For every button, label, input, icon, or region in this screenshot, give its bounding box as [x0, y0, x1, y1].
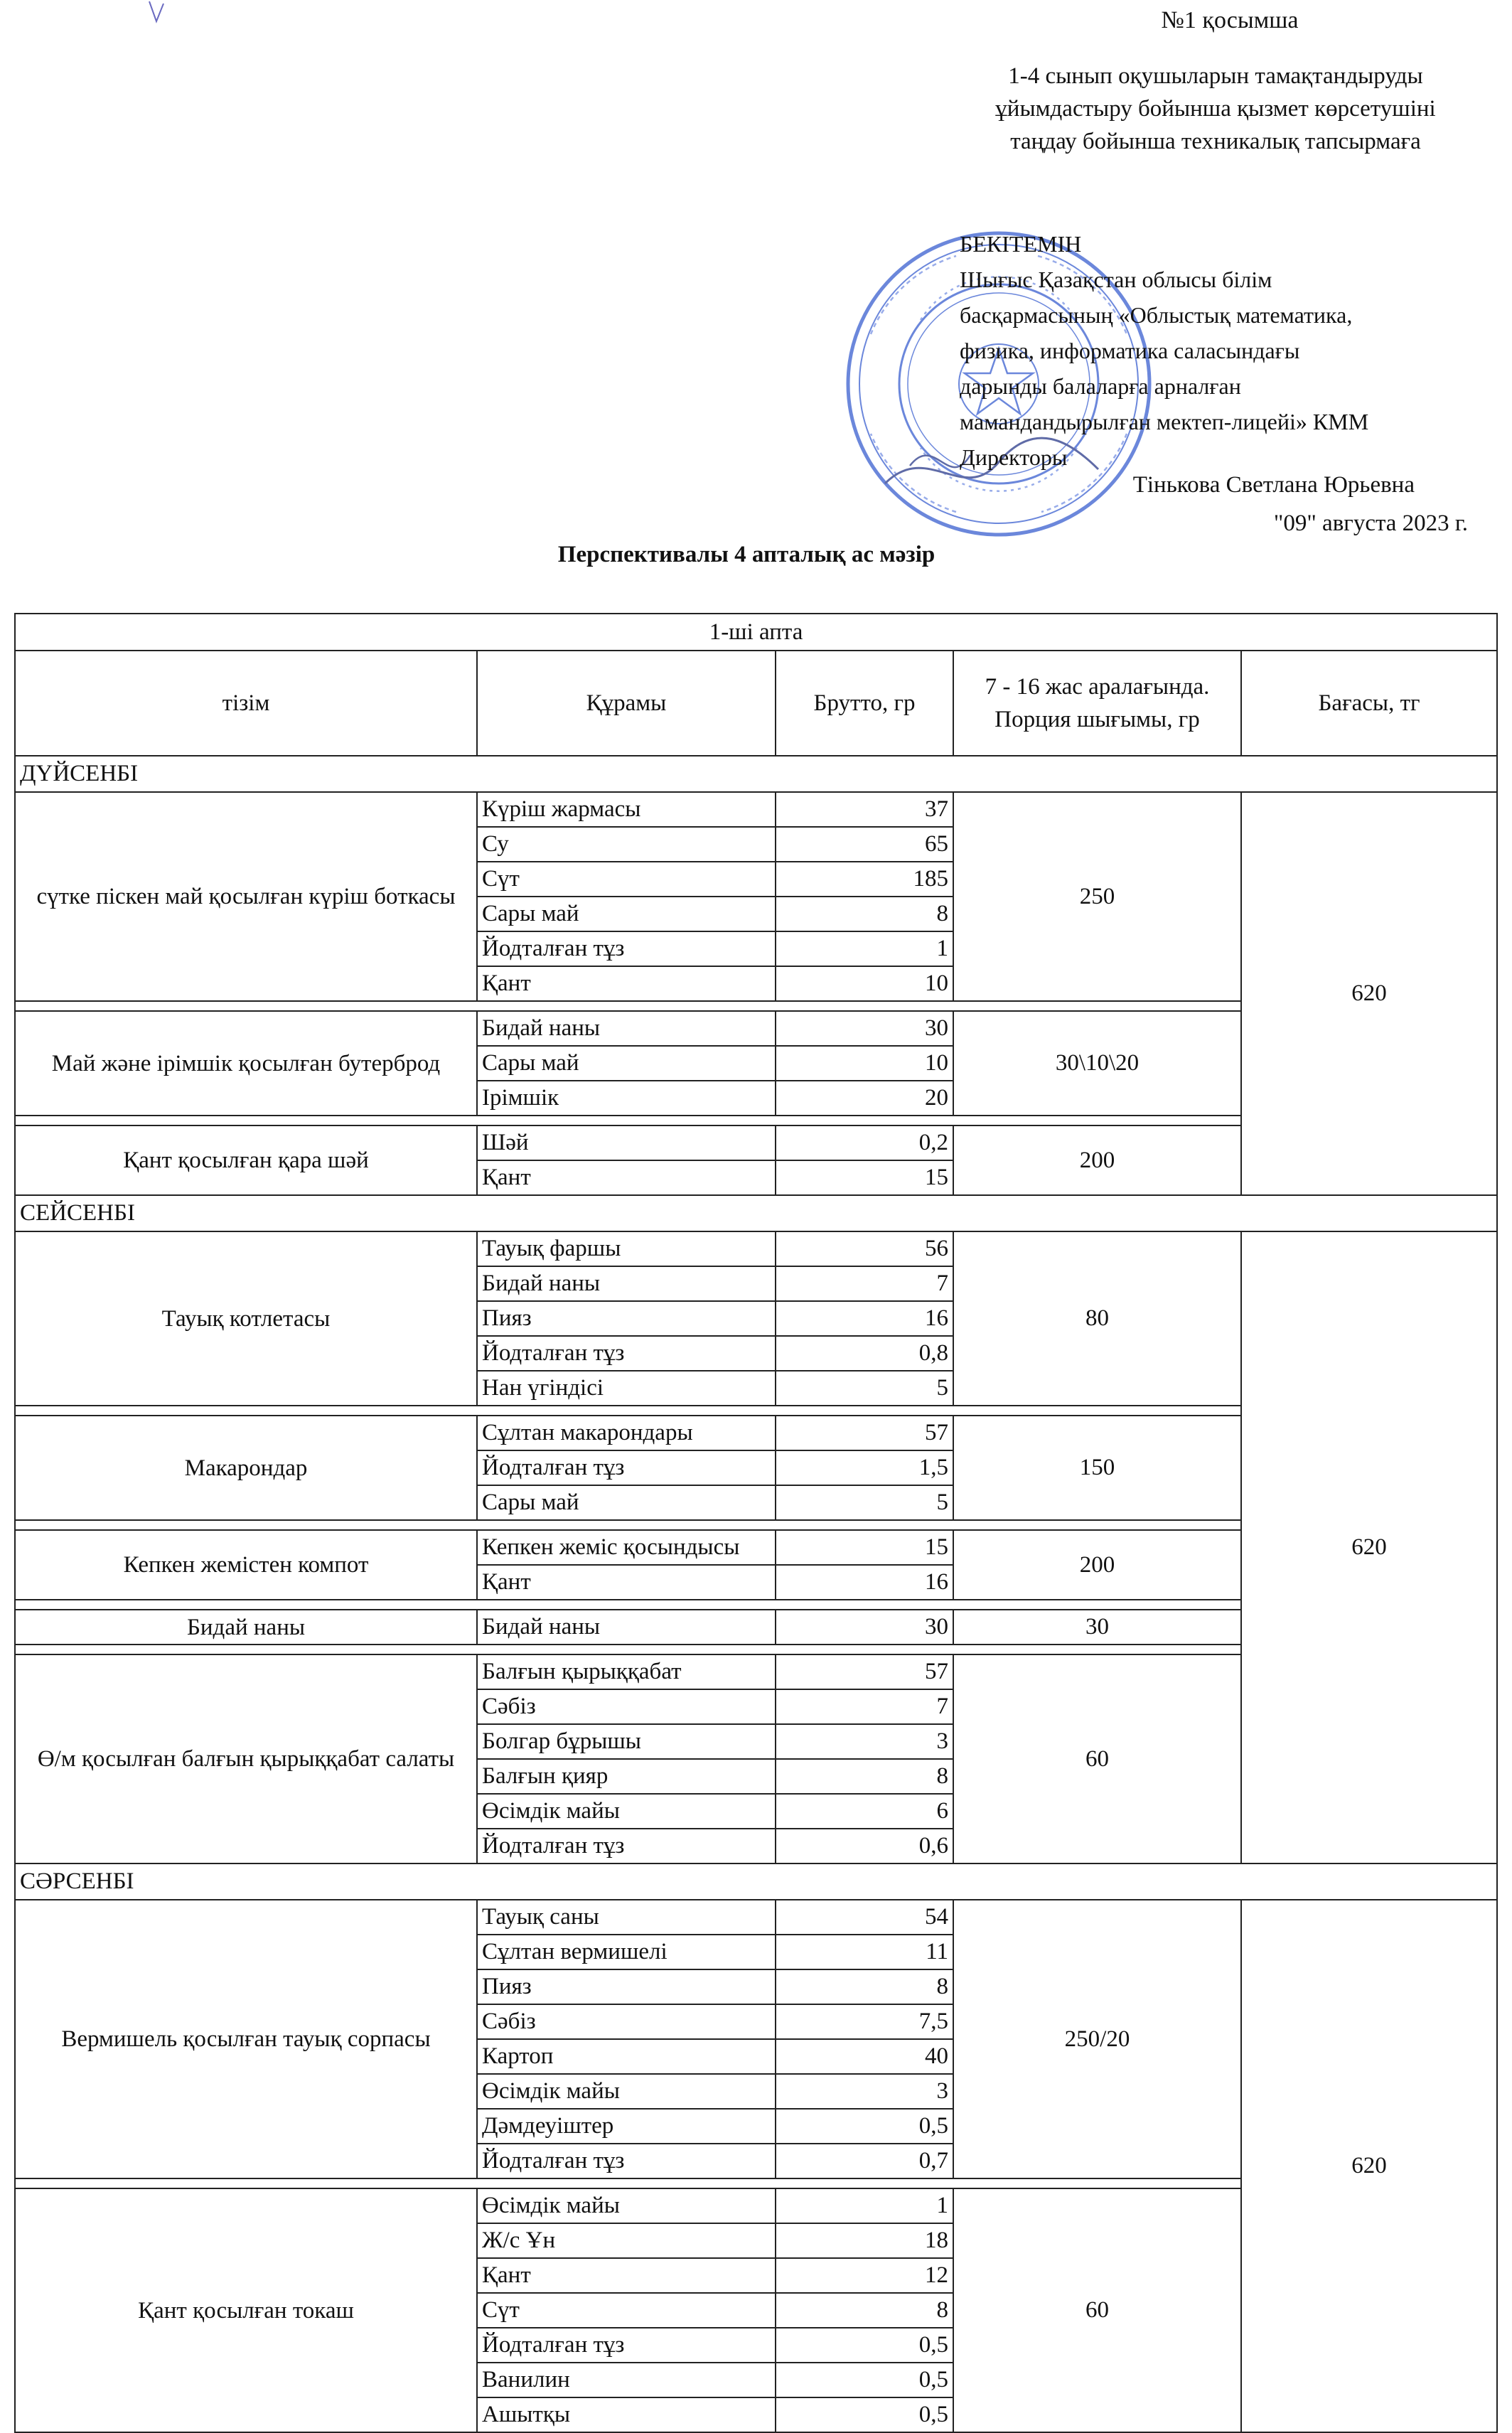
- brutto-value: 37: [776, 792, 953, 827]
- portion-value: 30\10\20: [953, 1011, 1241, 1116]
- separator-cell: [15, 1520, 1241, 1530]
- ingredient-name: Бидай наны: [477, 1266, 776, 1301]
- brutto-value: 20: [776, 1081, 953, 1116]
- price-value: 620: [1241, 1231, 1497, 1863]
- ingredient-name: Сүт: [477, 862, 776, 897]
- price-value: 620: [1241, 792, 1497, 1195]
- day-row: [15, 756, 1497, 792]
- ingredient-name: Сүт: [477, 2293, 776, 2328]
- brutto-value: 57: [776, 1416, 953, 1450]
- brutto-value: 12: [776, 2258, 953, 2293]
- header-composition: Құрамы: [477, 651, 776, 756]
- ingredient-name: Тауық саны: [477, 1900, 776, 1935]
- ingredient-name: Өсімдік майы: [477, 2074, 776, 2109]
- approval-date: "09" августа 2023 г.: [1273, 510, 1468, 536]
- ingredient-name: Сұлтан вермишелі: [477, 1935, 776, 1969]
- dish-name: Май және ірімшік қосылған бутерброд: [15, 1011, 477, 1116]
- dish-name: Кепкен жемістен компот: [15, 1530, 477, 1600]
- brutto-value: 15: [776, 1530, 953, 1565]
- brutto-value: 57: [776, 1654, 953, 1689]
- week-row: [15, 614, 1497, 651]
- day-row: [15, 1863, 1497, 1900]
- dish-name: Қант қосылған қара шәй: [15, 1125, 477, 1195]
- ingredient-row: [15, 1231, 1497, 1266]
- dish-name: Тауық котлетасы: [15, 1231, 477, 1406]
- brutto-value: 8: [776, 1969, 953, 2004]
- signer-name: Тінькова Светлана Юрьевна: [1132, 472, 1415, 498]
- portion-value: 30: [953, 1610, 1241, 1645]
- brutto-value: 7: [776, 1266, 953, 1301]
- brutto-value: 0,5: [776, 2109, 953, 2144]
- ingredient-row: [15, 792, 1497, 827]
- ingredient-name: Йодталған тұз: [477, 2144, 776, 2178]
- approve-line: БЕКІТЕМІН: [960, 231, 1082, 257]
- brutto-value: 185: [776, 862, 953, 897]
- header-list: тізім: [15, 651, 477, 756]
- dish-name: Макарондар: [15, 1416, 477, 1520]
- ingredient-name: Сәбіз: [477, 2004, 776, 2039]
- portion-value: 60: [953, 1654, 1241, 1863]
- day-name: ДҮЙСЕНБІ: [15, 756, 1497, 792]
- dish-name: Бидай наны: [15, 1610, 477, 1645]
- separator-cell: [15, 2178, 1241, 2188]
- ingredient-name: Қант: [477, 1565, 776, 1600]
- ingredient-name: Тауық фаршы: [477, 1231, 776, 1266]
- separator-cell: [15, 1645, 1241, 1654]
- approve-line: басқармасының «Облыстық математика,: [960, 302, 1353, 328]
- brutto-value: 10: [776, 966, 953, 1001]
- brutto-value: 7,5: [776, 2004, 953, 2039]
- ingredient-name: Ванилин: [477, 2363, 776, 2397]
- ingredient-name: Болгар бұрышы: [477, 1724, 776, 1759]
- ingredient-name: Сары май: [477, 897, 776, 931]
- day-name: СӘРСЕНБІ: [15, 1863, 1497, 1900]
- ingredient-name: Йодталған тұз: [477, 931, 776, 966]
- approve-line: дарынды балаларға арналған: [960, 373, 1241, 399]
- brutto-value: 16: [776, 1565, 953, 1600]
- ingredient-name: Күріш жармасы: [477, 792, 776, 827]
- brutto-value: 0,7: [776, 2144, 953, 2178]
- ingredient-name: Қант: [477, 1160, 776, 1195]
- brutto-value: 0,6: [776, 1829, 953, 1863]
- portion-value: 150: [953, 1416, 1241, 1520]
- document-title: Перспективалы 4 апталық ас мәзір: [557, 542, 935, 567]
- brutto-value: 5: [776, 1371, 953, 1406]
- brutto-value: 16: [776, 1301, 953, 1336]
- brutto-value: 0,5: [776, 2328, 953, 2363]
- ingredient-name: Йодталған тұз: [477, 1829, 776, 1863]
- brutto-value: 30: [776, 1610, 953, 1645]
- week-label: 1-ші апта: [15, 614, 1497, 651]
- brutto-value: 10: [776, 1046, 953, 1081]
- brutto-value: 6: [776, 1794, 953, 1829]
- brutto-value: 30: [776, 1011, 953, 1046]
- dish-name: сүтке піскен май қосылған күріш боткасы: [15, 792, 477, 1001]
- ingredient-name: Картоп: [477, 2039, 776, 2074]
- ingredient-name: Ашытқы: [477, 2397, 776, 2432]
- technical-spec-caption: [938, 60, 1493, 158]
- ingredient-name: Бидай наны: [477, 1610, 776, 1645]
- ingredient-name: Ірімшік: [477, 1081, 776, 1116]
- brutto-value: 8: [776, 897, 953, 931]
- header-price: Бағасы, тг: [1241, 651, 1497, 756]
- ingredient-name: Су: [477, 827, 776, 862]
- approve-line: Директоры: [960, 444, 1068, 470]
- price-value: 620: [1241, 1900, 1497, 2432]
- brutto-value: 56: [776, 1231, 953, 1266]
- ingredient-name: Сары май: [477, 1046, 776, 1081]
- ingredient-name: Йодталған тұз: [477, 1450, 776, 1485]
- brutto-value: 40: [776, 2039, 953, 2074]
- ingredient-name: Сары май: [477, 1485, 776, 1520]
- portion-value: 250/20: [953, 1900, 1241, 2178]
- brutto-value: 11: [776, 1935, 953, 1969]
- brutto-value: 3: [776, 1724, 953, 1759]
- scan-mark: [146, 0, 167, 28]
- brutto-value: 1: [776, 2188, 953, 2223]
- brutto-value: 8: [776, 1759, 953, 1794]
- ingredient-name: Дәмдеуіштер: [477, 2109, 776, 2144]
- tech-line: 1-4 сынып оқушыларын тамақтандыруды: [1008, 63, 1423, 89]
- tech-line: ұйымдастыру бойынша қызмет көрсетушіні: [995, 96, 1436, 122]
- header-brutto: Брутто, гр: [776, 651, 953, 756]
- ingredient-row: [15, 1900, 1497, 1935]
- brutto-value: 0,8: [776, 1336, 953, 1371]
- day-row: [15, 1195, 1497, 1231]
- ingredient-name: Пияз: [477, 1301, 776, 1336]
- ingredient-name: Өсімдік майы: [477, 1794, 776, 1829]
- separator-cell: [15, 1001, 1241, 1011]
- ingredient-name: Бидай наны: [477, 1011, 776, 1046]
- portion-value: 250: [953, 792, 1241, 1001]
- brutto-value: 1: [776, 931, 953, 966]
- ingredient-name: Қант: [477, 2258, 776, 2293]
- portion-value: 200: [953, 1125, 1241, 1195]
- portion-value: 80: [953, 1231, 1241, 1406]
- dish-name: Қант қосылған токаш: [15, 2188, 477, 2432]
- ingredient-name: Балғын қырыққабат: [477, 1654, 776, 1689]
- ingredient-name: Йодталған тұз: [477, 2328, 776, 2363]
- ingredient-name: Өсімдік майы: [477, 2188, 776, 2223]
- ingredient-name: Пияз: [477, 1969, 776, 2004]
- brutto-value: 7: [776, 1689, 953, 1724]
- brutto-value: 15: [776, 1160, 953, 1195]
- brutto-value: 54: [776, 1900, 953, 1935]
- approve-line: мамандандырылған мектеп-лицейі» КММ: [960, 409, 1369, 434]
- ingredient-name: Нан үгіндісі: [477, 1371, 776, 1406]
- separator-cell: [15, 1116, 1241, 1125]
- ingredient-name: Йодталған тұз: [477, 1336, 776, 1371]
- ingredient-name: Балғын қияр: [477, 1759, 776, 1794]
- brutto-value: 8: [776, 2293, 953, 2328]
- brutto-value: 3: [776, 2074, 953, 2109]
- brutto-value: 0,5: [776, 2397, 953, 2432]
- ingredient-name: Сұлтан макарондары: [477, 1416, 776, 1450]
- approval-block: [960, 226, 1486, 475]
- dish-name: Ө/м қосылған балғын қырыққабат салаты: [15, 1654, 477, 1863]
- ingredient-name: Қант: [477, 966, 776, 1001]
- brutto-value: 0,2: [776, 1125, 953, 1160]
- header-portion: 7 - 16 жас аралағында. Порция шығымы, гр: [953, 651, 1241, 756]
- ingredient-name: Кепкен жеміс қосындысы: [477, 1530, 776, 1565]
- portion-value: 60: [953, 2188, 1241, 2432]
- dish-name: Вермишель қосылған тауық сорпасы: [15, 1900, 477, 2178]
- brutto-value: 0,5: [776, 2363, 953, 2397]
- approve-line: Шығыс Қазақстан облысы білім: [960, 267, 1272, 292]
- appendix-label: №1 қосымша: [1161, 7, 1299, 33]
- approve-line: физика, информатика саласындағы: [960, 338, 1300, 363]
- ingredient-name: Ж/с Ұн: [477, 2223, 776, 2258]
- day-name: СЕЙСЕНБІ: [15, 1195, 1497, 1231]
- portion-value: 200: [953, 1530, 1241, 1600]
- ingredient-name: Сәбіз: [477, 1689, 776, 1724]
- tech-line: таңдау бойынша техникалық тапсырмаға: [1010, 129, 1421, 154]
- header-row: [15, 651, 1497, 756]
- separator-cell: [15, 1600, 1241, 1610]
- brutto-value: 1,5: [776, 1450, 953, 1485]
- brutto-value: 5: [776, 1485, 953, 1520]
- brutto-value: 65: [776, 827, 953, 862]
- brutto-value: 18: [776, 2223, 953, 2258]
- menu-table: [14, 613, 1498, 2433]
- ingredient-name: Шәй: [477, 1125, 776, 1160]
- separator-cell: [15, 1406, 1241, 1416]
